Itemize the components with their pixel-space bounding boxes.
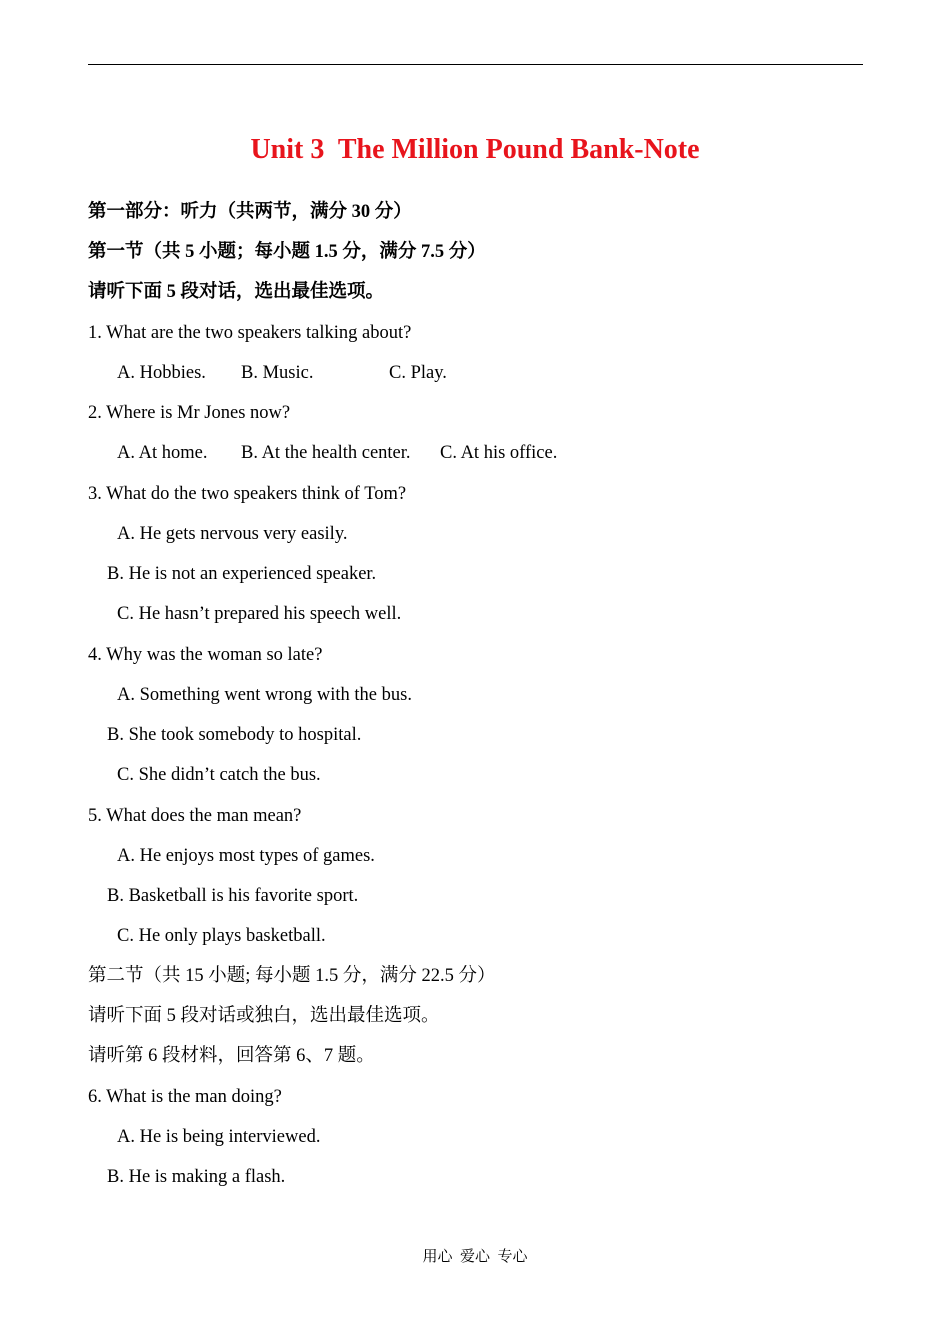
- question-1: 1. What are the two speakers talking about?: [88, 323, 412, 343]
- section2-heading: 第二节（共 15 小题; 每小题 1.5 分，满分 22.5 分）: [88, 966, 496, 986]
- question-3: 3. What do the two speakers think of Tom?: [88, 484, 407, 504]
- q6-option-a: A. He is being interviewed.: [117, 1127, 321, 1147]
- q5-option-c: C. He only plays basketball.: [117, 926, 326, 946]
- section1-instruction: 请听下面 5 段对话，选出最佳选项。: [88, 282, 385, 302]
- q4-option-a: A. Something went wrong with the bus.: [117, 685, 412, 705]
- question-2: 2. Where is Mr Jones now?: [88, 403, 291, 423]
- q5-option-a: A. He enjoys most types of games.: [117, 846, 375, 866]
- page-footer: 用心 爱心 专心: [422, 1249, 528, 1265]
- q1-option-c: C. Play.: [389, 363, 447, 383]
- section2-material: 请听第 6 段材料，回答第 6、7 题。: [88, 1046, 375, 1066]
- q3-option-c: C. He hasn’t prepared his speech well.: [117, 604, 402, 624]
- q2-option-a: A. At home.: [117, 443, 208, 463]
- q2-option-b: B. At the health center.: [241, 443, 411, 463]
- question-5: 5. What does the man mean?: [88, 806, 302, 826]
- q4-option-b: B. She took somebody to hospital.: [107, 725, 362, 745]
- q4-option-c: C. She didn’t catch the bus.: [117, 765, 321, 785]
- q3-option-a: A. He gets nervous very easily.: [117, 524, 348, 544]
- header-rule: [88, 64, 863, 65]
- q3-option-b: B. He is not an experienced speaker.: [107, 564, 377, 584]
- part1-heading: 第一部分：听力（共两节，满分 30 分）: [88, 202, 412, 222]
- question-4: 4. Why was the woman so late?: [88, 645, 323, 665]
- q6-option-b: B. He is making a flash.: [107, 1167, 286, 1187]
- question-6: 6. What is the man doing?: [88, 1087, 282, 1107]
- q1-option-b: B. Music.: [241, 363, 314, 383]
- page-title: Unit 3 The Million Pound Bank-Note: [250, 134, 700, 165]
- section1-heading: 第一节（共 5 小题；每小题 1.5 分，满分 7.5 分）: [88, 242, 486, 262]
- q5-option-b: B. Basketball is his favorite sport.: [107, 886, 359, 906]
- q2-option-c: C. At his office.: [440, 443, 558, 463]
- q1-option-a: A. Hobbies.: [117, 363, 206, 383]
- section2-instruction: 请听下面 5 段对话或独白，选出最佳选项。: [88, 1006, 440, 1026]
